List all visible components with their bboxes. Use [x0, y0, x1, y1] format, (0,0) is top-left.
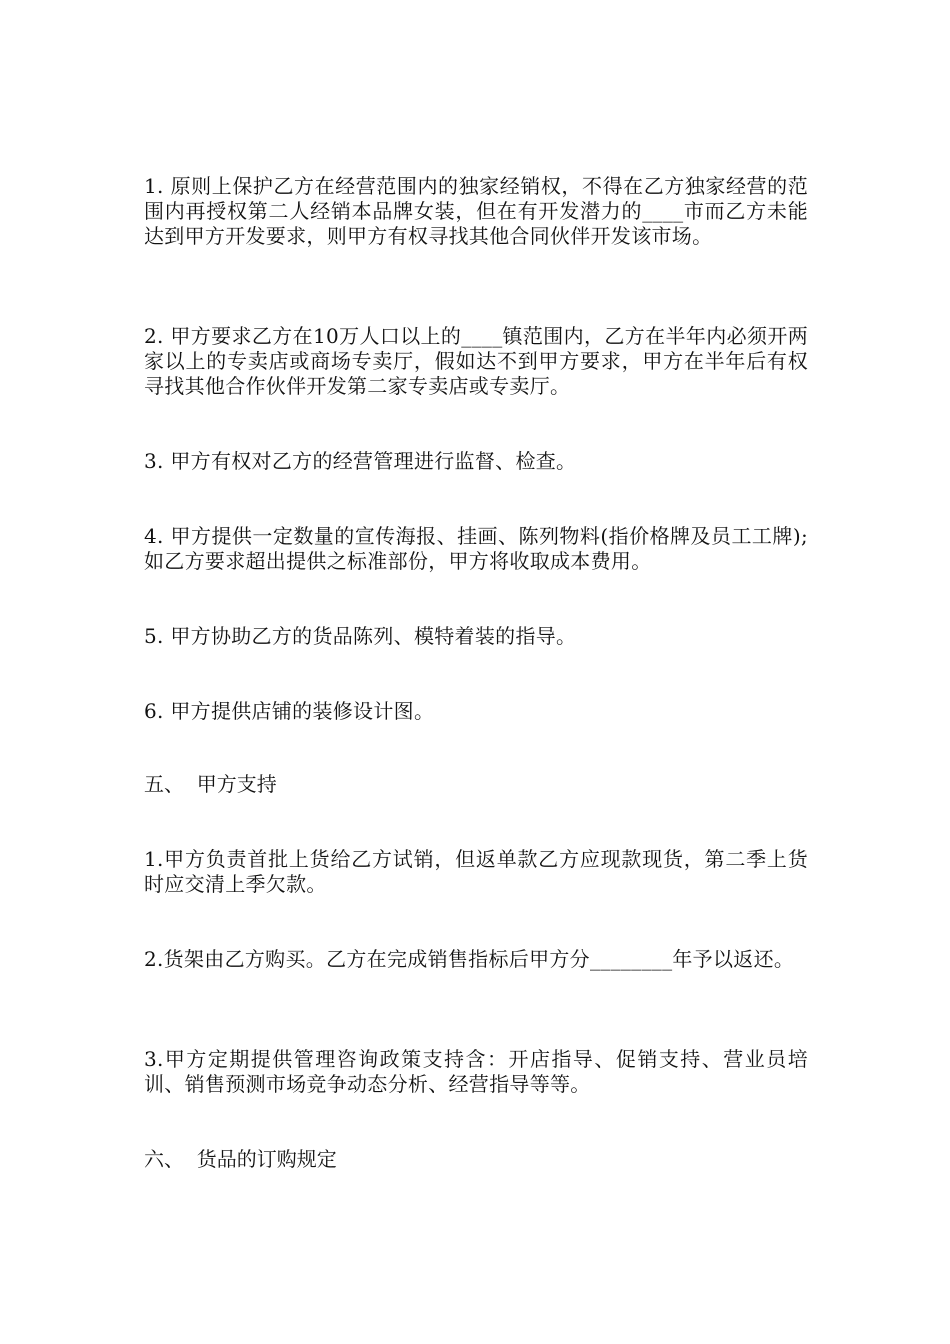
support-clause-2: 2.货架由乙方购买。乙方在完成销售指标后甲方分________年予以返还。 [144, 947, 795, 971]
clause-4-promotional-materials: 4. 甲方提供一定数量的宣传海报、挂画、陈列物料(指价格牌及员工工牌);如乙方要求超出提供之标准部份，甲方将收取成本费用。 [144, 524, 808, 573]
clause-3-supervision: 3. 甲方有权对乙方的经营管理进行监督、检查。 [144, 449, 577, 473]
section-heading-support: 五、 甲方支持 [144, 772, 277, 796]
clause-6-design-drawings: 6. 甲方提供店铺的装修设计图。 [144, 699, 435, 723]
section-heading-ordering: 六、 货品的订购规定 [144, 1147, 337, 1171]
support-clause-3: 3.甲方定期提供管理咨询政策支持含：开店指导、促销支持、营业员培训、销售预测市场竞争动态分析、经营指导等等。 [144, 1047, 808, 1096]
support-clause-1: 1.甲方负责首批上货给乙方试销，但返单款乙方应现款现货，第二季上货时应交清上季欠款。 [144, 847, 808, 896]
clause-1-exclusive-rights: 1. 原则上保护乙方在经营范围内的独家经销权，不得在乙方独家经营的范围内再授权第二人经销本品牌女装，但在有开发潜力的____市而乙方未能达到甲方开发要求，则甲方有权寻找其他合同伙伴开发该市场。 [144, 174, 808, 248]
clause-2-store-requirement: 2. 甲方要求乙方在10万人口以上的____镇范围内，乙方在半年内必须开两家以上的专卖店或商场专卖厅，假如达不到甲方要求，甲方在半年后有权寻找其他合作伙伴开发第二家专卖店或专卖厅。 [144, 324, 808, 398]
clause-5-display-guidance: 5. 甲方协助乙方的货品陈列、模特着装的指导。 [144, 624, 577, 648]
